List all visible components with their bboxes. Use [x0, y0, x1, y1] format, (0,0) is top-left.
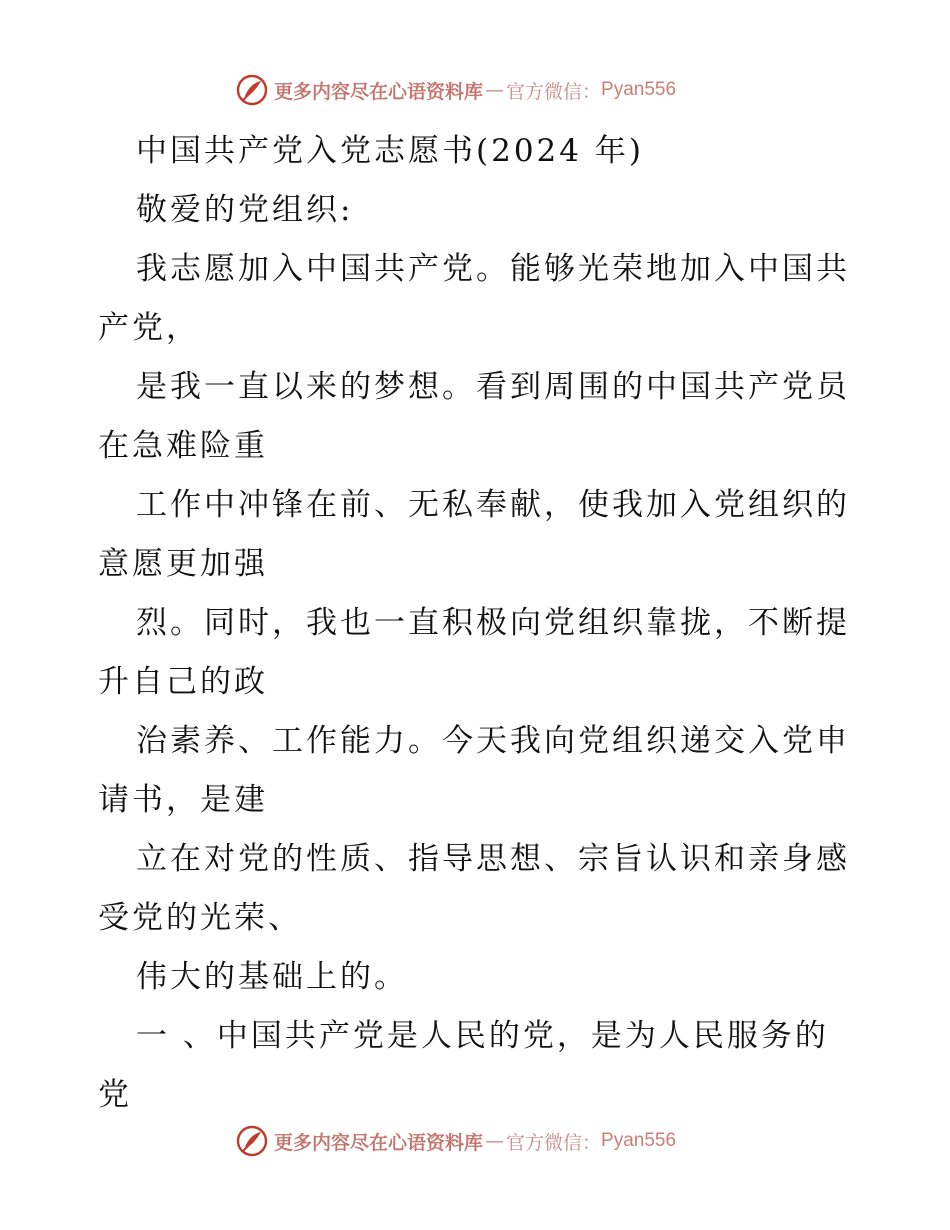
watermark-main-text: 更多内容尽在心语资料库 — [274, 1131, 484, 1154]
quill-logo-icon — [236, 74, 268, 106]
watermark-dash: — — [485, 79, 505, 101]
paragraph: 烈。同时，我也一直积极向党组织靠拢，不断提升自己的政 — [98, 605, 850, 700]
paragraph: 工作中冲锋在前、无私奉献，使我加入党组织的意愿更加强 — [98, 487, 850, 582]
watermark-wechat-label: 官方微信： — [506, 80, 602, 103]
paragraph: 治素养、工作能力。今天我向党组织递交入党申请书，是建 — [98, 723, 850, 818]
watermark-wechat-label: 官方微信： — [506, 1131, 602, 1154]
paragraph: 一 、中国共产党是人民的党，是为人民服务的党 — [98, 1018, 829, 1113]
watermark-wechat-id: Pyan556 — [601, 1130, 677, 1151]
paragraph: 是我一直以来的梦想。看到周围的中国共产党员在急难险重 — [98, 369, 850, 464]
salutation: 敬爱的党组织: — [136, 192, 354, 228]
paragraph: 我志愿加入中国共产党。能够光荣地加入中国共产党， — [98, 251, 850, 346]
header-watermark — [236, 72, 676, 108]
document-body — [98, 122, 858, 1125]
watermark-wechat-id: Pyan556 — [601, 79, 677, 100]
watermark-main-text: 更多内容尽在心语资料库 — [274, 80, 484, 103]
footer-watermark — [236, 1123, 676, 1159]
watermark-dash: — — [485, 1130, 505, 1152]
document-title: 中国共产党入党志愿书(2024 年) — [136, 133, 644, 169]
quill-logo-icon — [236, 1125, 268, 1157]
paragraph: 伟大的基础上的。 — [136, 959, 408, 995]
paragraph: 立在对党的性质、指导思想、宗旨认识和亲身感受党的光荣、 — [98, 841, 850, 936]
